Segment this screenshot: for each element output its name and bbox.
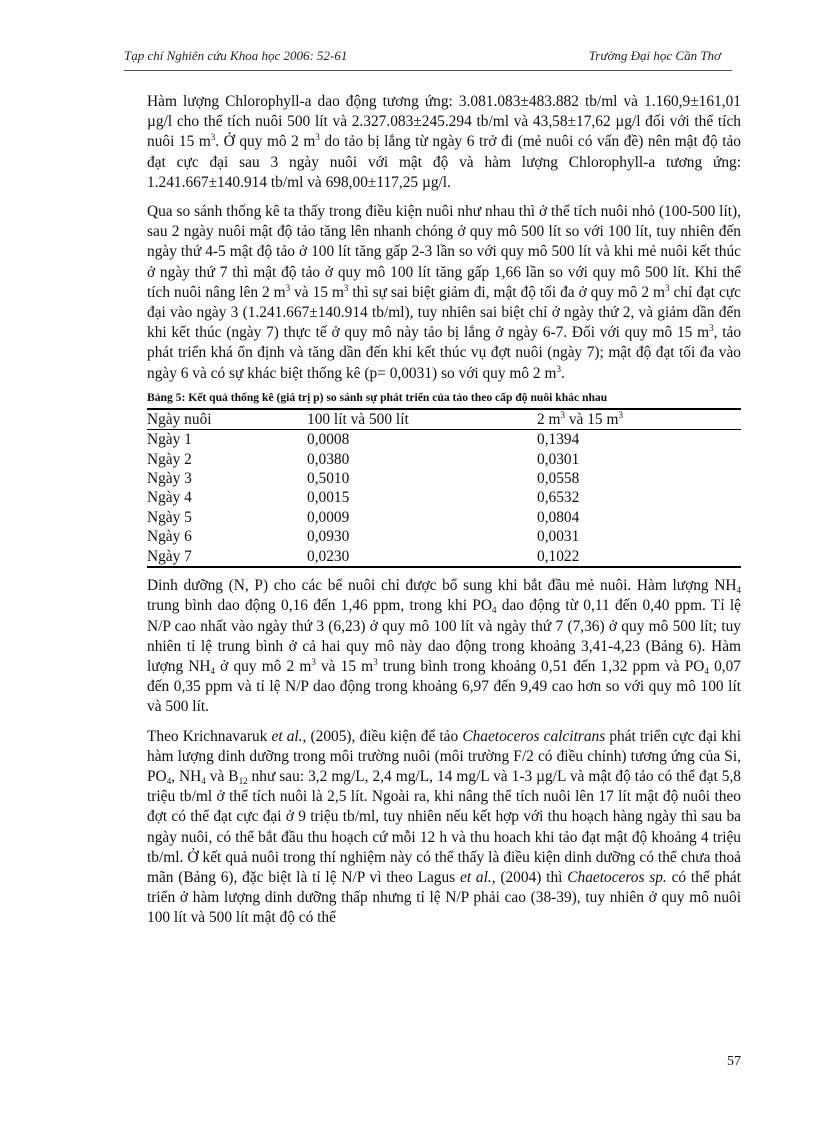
table-header-row [147,409,741,430]
table-row: Ngày 5 0,0009 0,0804 [147,508,580,526]
table-row: Ngày 1 0,0008 0,1394 [147,431,580,449]
table-row: Ngày 3 0,5010 0,0558 [147,470,580,488]
header-divider [124,70,732,71]
article-body [147,92,741,938]
table-row: Ngày 2 0,0380 0,0301 [147,450,580,468]
table-row: Ngày 6 0,0930 0,0031 [147,528,580,546]
page-number: 57 [727,1054,741,1069]
table-row: Ngày 4 0,0015 0,6532 [147,489,580,507]
header-large-scale: 2 $m^3$ và 15 $m^3$ [537,409,623,428]
journal-header: Tạp chí Nghiên cứu Khoa học 2006: 52-61 [124,48,348,63]
header-small-scale: 100 lít và 500 lít [307,410,409,428]
paragraph-statistical-comparison: Qua so sánh thống kê ta thấy trong điều kiện nuôi như nhau thì ở thể tích nuôi nhỏ (100-500 lít), sau 2 ngày nuôi mật độ tảo tăng lên nhanh chóng ở quy mô 500 lít so với 100 lít, tuy nhiên đến ngày thứ 4-5 mật độ tảo ở 100 lít tăng gấp 2-3 lần so với quy mô 500 lít và khi mẻ nuôi kết thúc ở ngày thứ 7 thì mật độ tảo ở quy mô 100 lít tăng gấp 1,66 lần so với quy mô 500 lít. Khi thể tích nuôi nâng lên 2 $m^3$ và 15 $m^3$ thì sự sai biệt giảm đi, mật độ tối đa ở quy mô 2 $m^3$ chỉ đạt cực đại vào ngày 3 (1.241.667±140.914 tb/ml), tuy nhiên sai biệt chỉ ở ngày thứ 2, và giảm dần đến khi kết thúc (ngày 7) thực tế ở quy mô này tảo bị lắng ở ngày 6-7. Đối với quy mô 15 $m^3$, tảo phát triển khá ổn định và tăng dần đến khi kết thúc vụ đợt nuôi (ngày 7); mật độ đạt tối đa vào ngày 6 và có sự khác biệt thống kê (p= 0,0031) so với quy mô 2 $m^3$. [147,203,742,382]
header-day: Ngày nuôi [147,410,212,428]
table-caption: Bảng 5: Kết quả thống kê (giá trị p) so sánh sự phát triển của tảo theo cấp độ nuôi khác nhau [147,390,608,404]
table-row: Ngày 7 0,0230 0,1022 [147,547,741,567]
p-value-table [147,408,741,568]
paragraph-literature: Theo Krichnavaruk et al., (2005), điều kiện để tảo Chaetoceros calcitrans phát triển cực đại khi hàm lượng dinh dưỡng trong môi trường nuôi (môi trường F/2 có điều chỉnh) tương ứng của Si, $PO_4$, $NH_4$ và $B_{12}$ như sau: 3,2 mg/L, 2,4 mg/L, 14 mg/L và 1-3 µg/L và mật độ tảo có thể đạt 5,8 triệu tb/ml ở thể tích nuôi là 2,5 lít. Ngoài ra, khi nâng thể tích nuôi lên 17 lít mật độ nuôi theo đợt có thể đạt cực đại ở 9 triệu tb/ml, tuy nhiên nếu kết hợp với thu hoạch hàng ngày thì sau ba ngày nuôi, có thể bắt đầu thu hoạch cứ mỗi 12 h và thu hoach khi tảo đạt mật độ khoảng 4 triệu tb/ml. Ở kết quả nuôi trong thí nghiệm này có thể thấy là điều kiện dinh dưỡng có thể chưa thoả mãn (Bảng 6), đặc biệt là tỉ lệ N/P vì theo Lagus et al., (2004) thì Chaetoceros sp. có thể phát triển ở hàm lượng dinh dưỡng thấp nhưng tỉ lệ N/P phải cao (38-39), tuy nhiên ở quy mô nuôi 100 lít và 500 lít mật độ có thể [147,727,742,927]
paragraph-nutrients: Dinh dưỡng (N, P) cho các bể nuôi chỉ được bổ sung khi bắt đầu mẻ nuôi. Hàm lượng $NH_4$ trung bình dao động 0,16 đến 1,46 ppm, trong khi $PO_4$ dao động từ 0,11 đến 0,40 ppm. Tỉ lệ N/P cao nhất vào ngày thứ 3 (6,23) ở quy mô 100 lít và ngày thứ 7 (7,36) ở quy mô 500 lít; tuy nhiên tỉ lệ trung bình ở cả hai quy mô này dao động trong khoảng 3,41-4,23 (Bảng 6). Hàm lượng $NH_4$ ở quy mô 2 $m^3$ và 15 $m^3$ trung bình trong khoảng 0,51 đến 1,32 ppm và $PO_4$ 0,07 đến 0,35 ppm và tỉ lệ N/P dao động trong khoảng 6,97 đến 9,49 cao hơn so với quy mô 100 lít và 500 lít. [147,577,742,716]
paragraph-chlorophyll: Hàm lượng Chlorophyll-a dao động tương ứng: 3.081.083±483.882 tb/ml và 1.160,9±161,01 µg/l cho thể tích nuôi 500 lít và 2.327.083±245.294 tb/ml và 43,58±17,62 µg/l đối với thể tích nuôi 15 $m^3$. Ở quy mô 2 $m^3$ do tảo bị lắng từ ngày 6 trở đi (mẻ nuôi có vấn đề) nên mật độ tảo đạt cực đại sau 3 ngày nuôi với mật độ và hàm lượng Chlorophyll-a tương ứng: 1.241.667±140.914 tb/ml và 698,00±117,25 µg/l. [147,93,742,191]
university-header: Trường Đại học Cần Thơ [588,48,721,63]
